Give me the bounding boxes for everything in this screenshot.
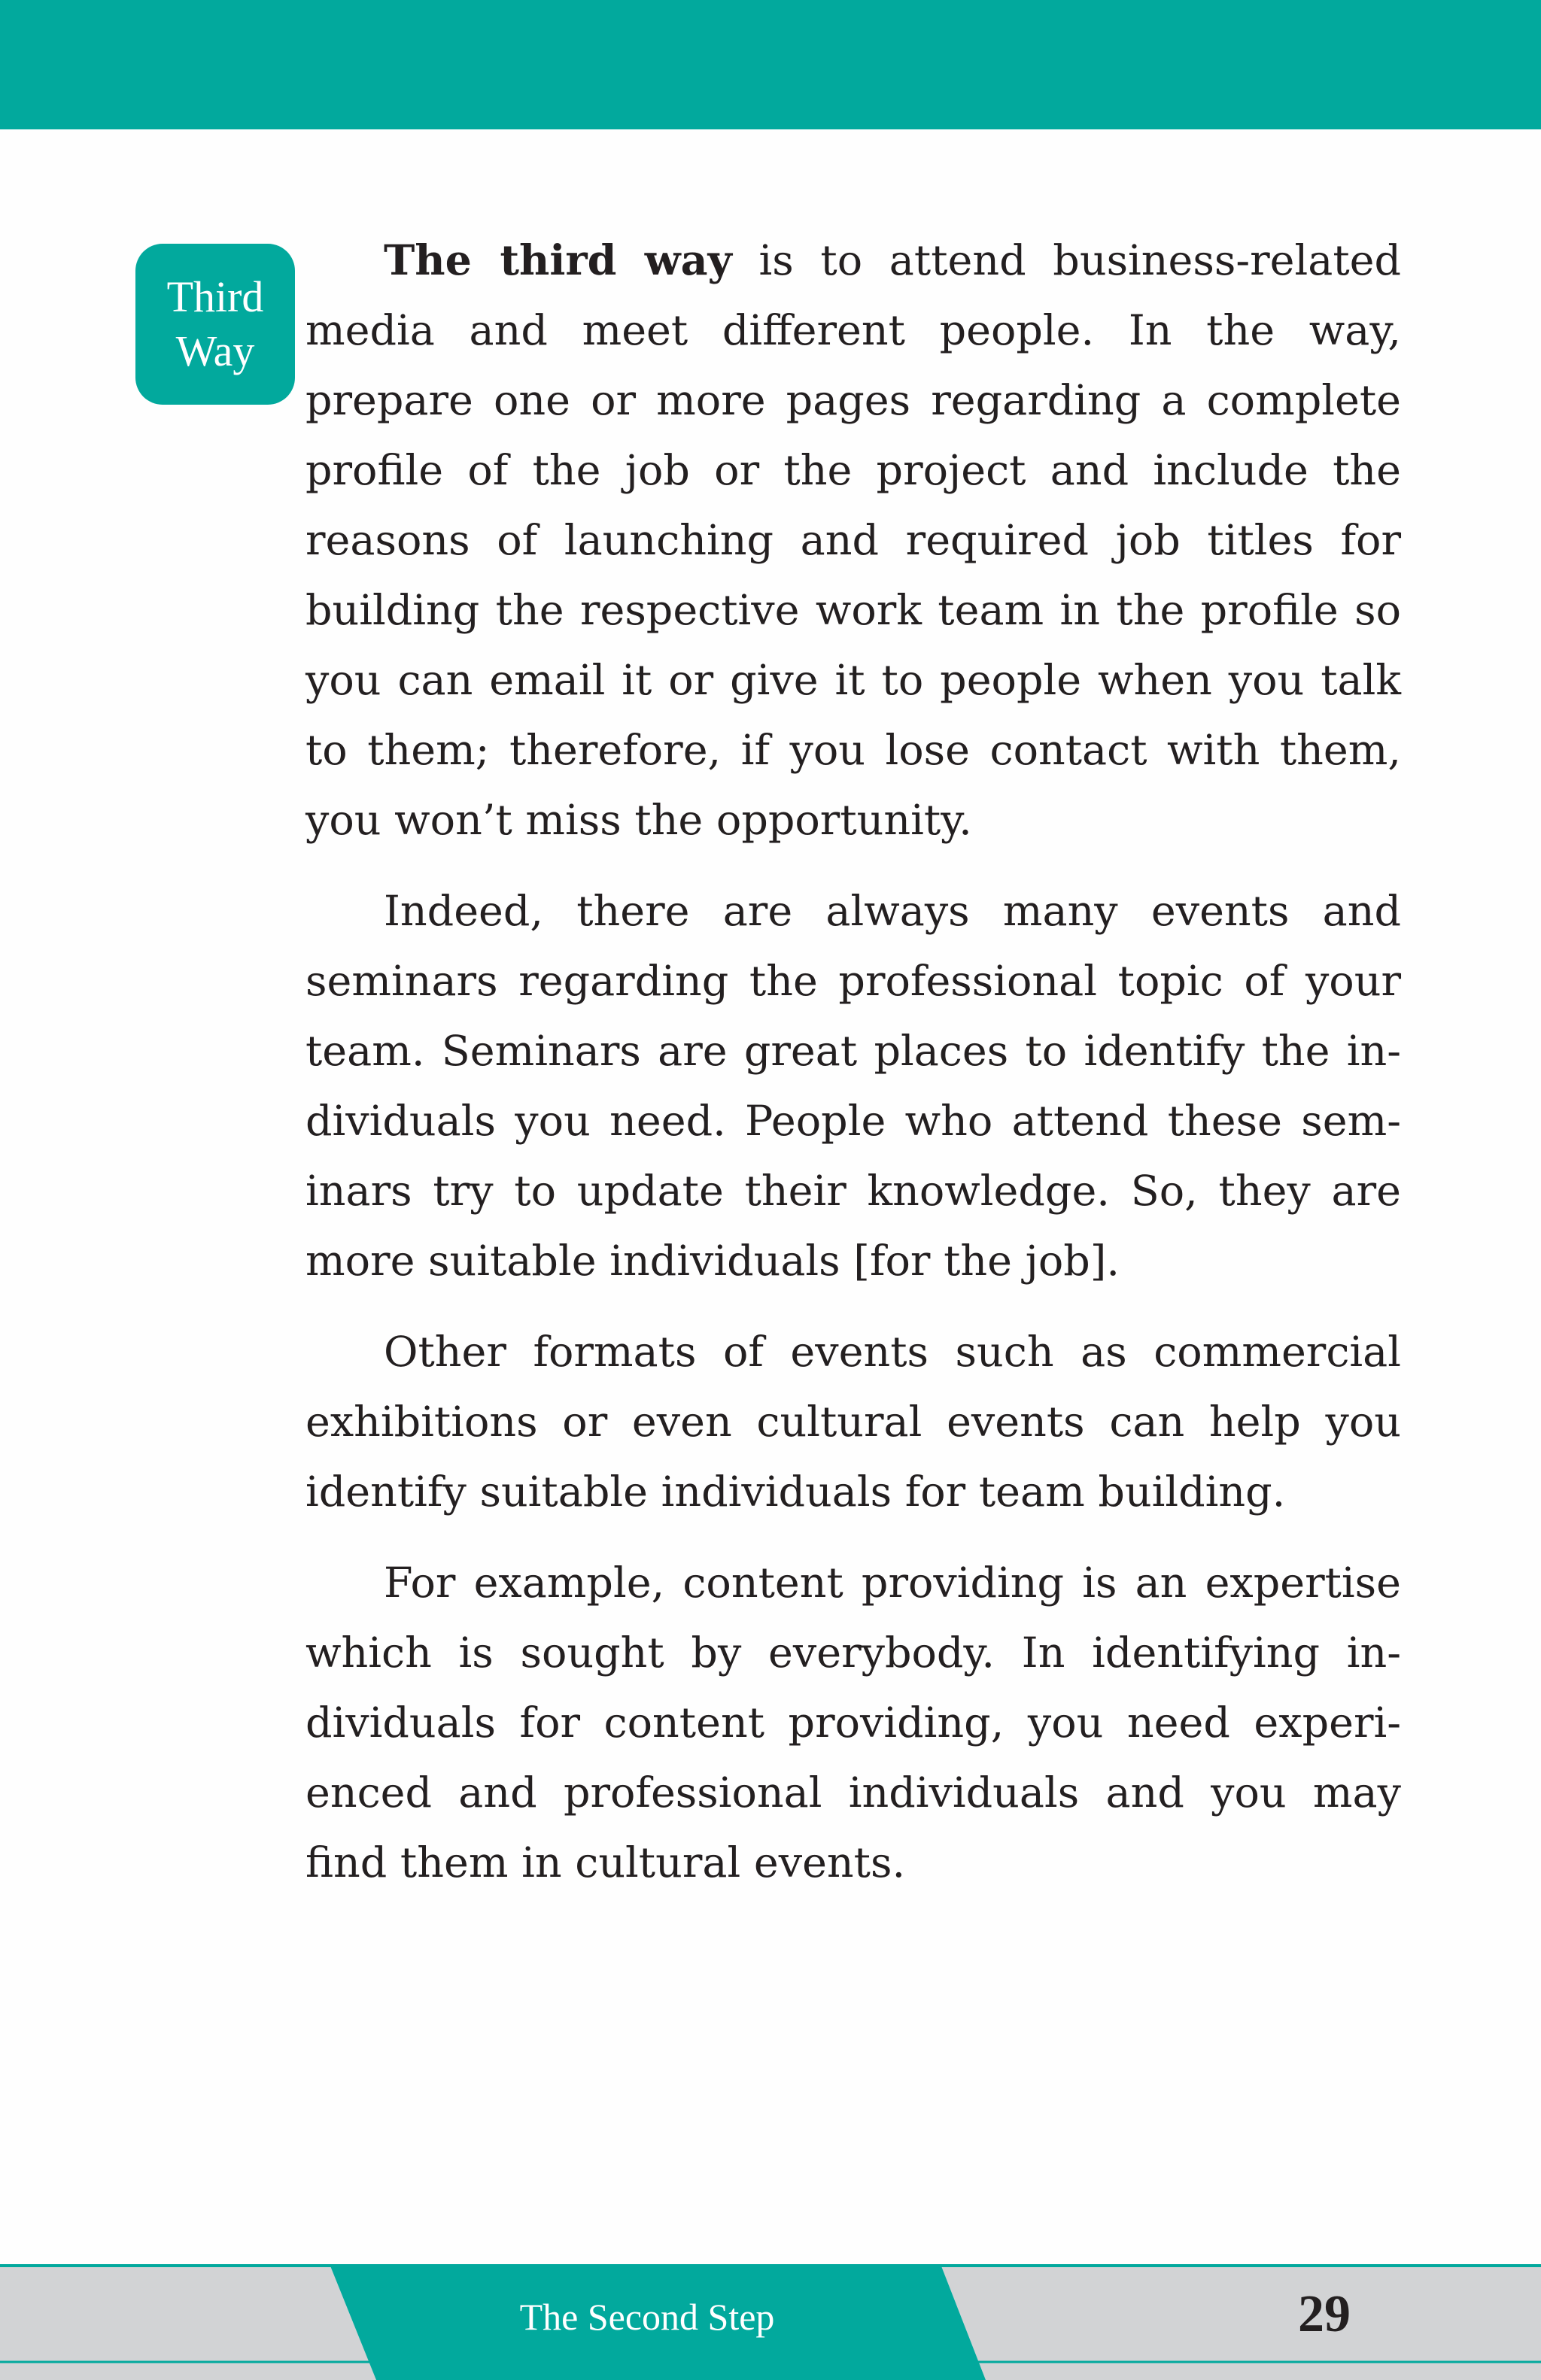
paragraph-1-text: is to attend business-related media and meet different people. In the way, prepare one or more pages regarding a complete profile of the job or the project and include the reasons of launching and required job titles for building the respective work team in the profile so you can email it or give it to people when you talk to them; therefore, if you lose contact with them, you won’t miss the opportunity. xyxy=(305,236,1401,845)
paragraph-2: Indeed, there are always many events and seminars regarding the professional topic of your team. Seminars are great places to identify the individuals you need. People who attend these seminars try to update their knowledge. So, they are more suitable individuals [for the job]. xyxy=(305,887,1401,1286)
paragraph-3: Other formats of events such as commercial exhibitions or even cultural events can help you identify suitable individuals for team building. xyxy=(305,1328,1401,1516)
page-number: 29 xyxy=(1298,2285,1351,2343)
paragraph-1 xyxy=(305,226,1401,855)
paragraph-1-lead: The third way xyxy=(384,236,732,285)
third-way-label xyxy=(135,244,295,405)
footer-title: The Second Step xyxy=(519,2296,775,2338)
body-text xyxy=(305,226,1401,1919)
paragraph-4: For example, content providing is an expertise which is sought by everybody. In identifying individuals for content providing, you need experienced and professional individuals and you may find them in cultural events. xyxy=(305,1559,1401,1887)
third-way-label-line1: Third xyxy=(166,272,264,321)
header-bar xyxy=(0,0,1541,129)
third-way-label-line2: Way xyxy=(175,326,255,375)
